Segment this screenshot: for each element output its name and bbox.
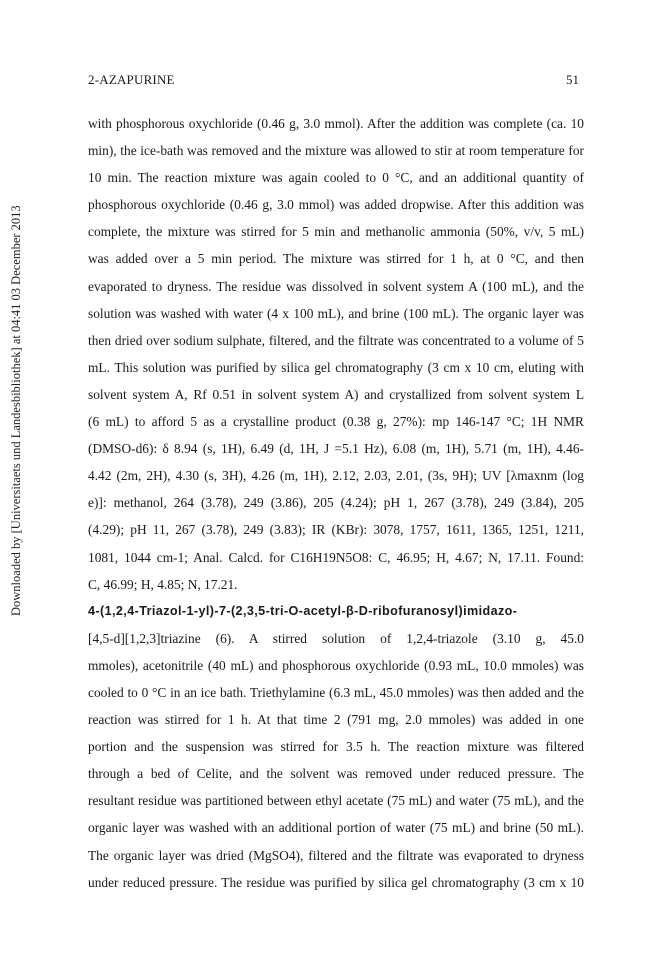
body-line: (4.29); pH 11, 267 (3.78), 249 (3.83); IR (KBr): 3078, 1757, 1611, 1365, 1251, 1211, (88, 522, 584, 538)
body-line: solvent system A, Rf 0.51 in solvent system A) and crystallized from solvent system L (88, 386, 584, 402)
body-line: 1081, 1044 cm-1; Anal. Calcd. for C16H19N5O8: C, 46.95; H, 4.67; N, 17.11. Found: (88, 549, 584, 565)
body-line: then dried over sodium sulphate, filtered, and the filtrate was concentrated to a volume of 5 (88, 332, 584, 348)
body-text (88, 110, 584, 896)
body-line: was added over a 5 min period. The mixture was stirred for 1 h, at 0 °C, and then (88, 251, 584, 267)
running-head: 2-AZAPURINE (88, 72, 175, 87)
body-line: The organic layer was dried (MgSO4), filtered and the filtrate was evaporated to dryness (88, 847, 584, 863)
body-line: complete, the mixture was stirred for 5 min and methanolic ammonia (50%, v/v, 5 mL) (88, 224, 584, 240)
body-line: portion and the suspension was stirred for 3.5 h. The reaction mixture was filtered (88, 739, 584, 755)
body-line: reaction was stirred for 1 h. At that time 2 (791 mg, 2.0 mmoles) was added in one (88, 712, 584, 728)
page-number: 51 (566, 72, 579, 87)
body-line: mL. This solution was purified by silica gel chromatography (3 cm x 10 cm, eluting with (88, 359, 584, 375)
body-line: organic layer was washed with an additional portion of water (75 mL) and brine (50 mL). (88, 820, 584, 836)
body-line: 4.42 (2m, 2H), 4.30 (s, 3H), 4.26 (m, 1H), 2.12, 2.03, 2.01, (3s, 9H); UV [λmaxnm (log (88, 468, 584, 484)
body-line: resultant residue was partitioned between ethyl acetate (75 mL) and water (75 mL), and the (88, 793, 584, 809)
body-line: 10 min. The reaction mixture was again cooled to 0 °C, and an additional quantity of (88, 170, 584, 186)
body-line: mmoles), acetonitrile (40 mL) and phosphorous oxychloride (0.93 mL, 10.0 mmoles) was (88, 657, 584, 673)
download-stamp: Downloaded by [Universitaets und Landesbibliothek] at 04:41 03 December 2013 (9, 205, 23, 616)
body-line: e)]: methanol, 264 (3.78), 249 (3.86), 205 (4.24); pH 1, 267 (3.78), 249 (3.84), 205 (88, 495, 584, 511)
body-line: C, 46.99; H, 4.85; N, 17.21. (88, 576, 238, 592)
body-line: with phosphorous oxychloride (0.46 g, 3.0 mmol). After the addition was complete (ca. 10 (88, 116, 584, 131)
body-line: (DMSO-d6): δ 8.94 (s, 1H), 6.49 (d, 1H, J =5.1 Hz), 6.08 (m, 1H), 5.71 (m, 1H), 4.46- (88, 441, 584, 457)
body-line: [4,5-d][1,2,3]triazine (6). A stirred solution of 1,2,4-triazole (3.10 g, 45.0 (88, 630, 584, 646)
compound-heading: 4-(1,2,4-Triazol-1-yl)-7-(2,3,5-tri-O-acetyl-β-D-ribofuranosyl)imidazo- (88, 603, 518, 618)
body-line: evaporated to dryness. The residue was dissolved in solvent system A (100 mL), and the (88, 278, 584, 294)
body-line: under reduced pressure. The residue was purified by silica gel chromatography (3 cm x 10 (88, 874, 584, 890)
body-line: phosphorous oxychloride (0.46 g, 3.0 mmol) was added dropwise. After this addition was (88, 197, 584, 213)
body-line: solution was washed with water (4 x 100 mL), and brine (100 mL). The organic layer was (88, 305, 584, 321)
body-line: (6 mL) to afford 5 as a crystalline product (0.38 g, 27%): mp 146-147 °C; 1H NMR (88, 414, 584, 430)
body-line: through a bed of Celite, and the solvent was removed under reduced pressure. The (88, 766, 584, 782)
body-line: cooled to 0 °C in an ice bath. Triethylamine (6.3 mL, 45.0 mmoles) was then added and the (88, 684, 584, 700)
body-line: min), the ice-bath was removed and the mixture was allowed to stir at room temperature for (88, 143, 584, 159)
